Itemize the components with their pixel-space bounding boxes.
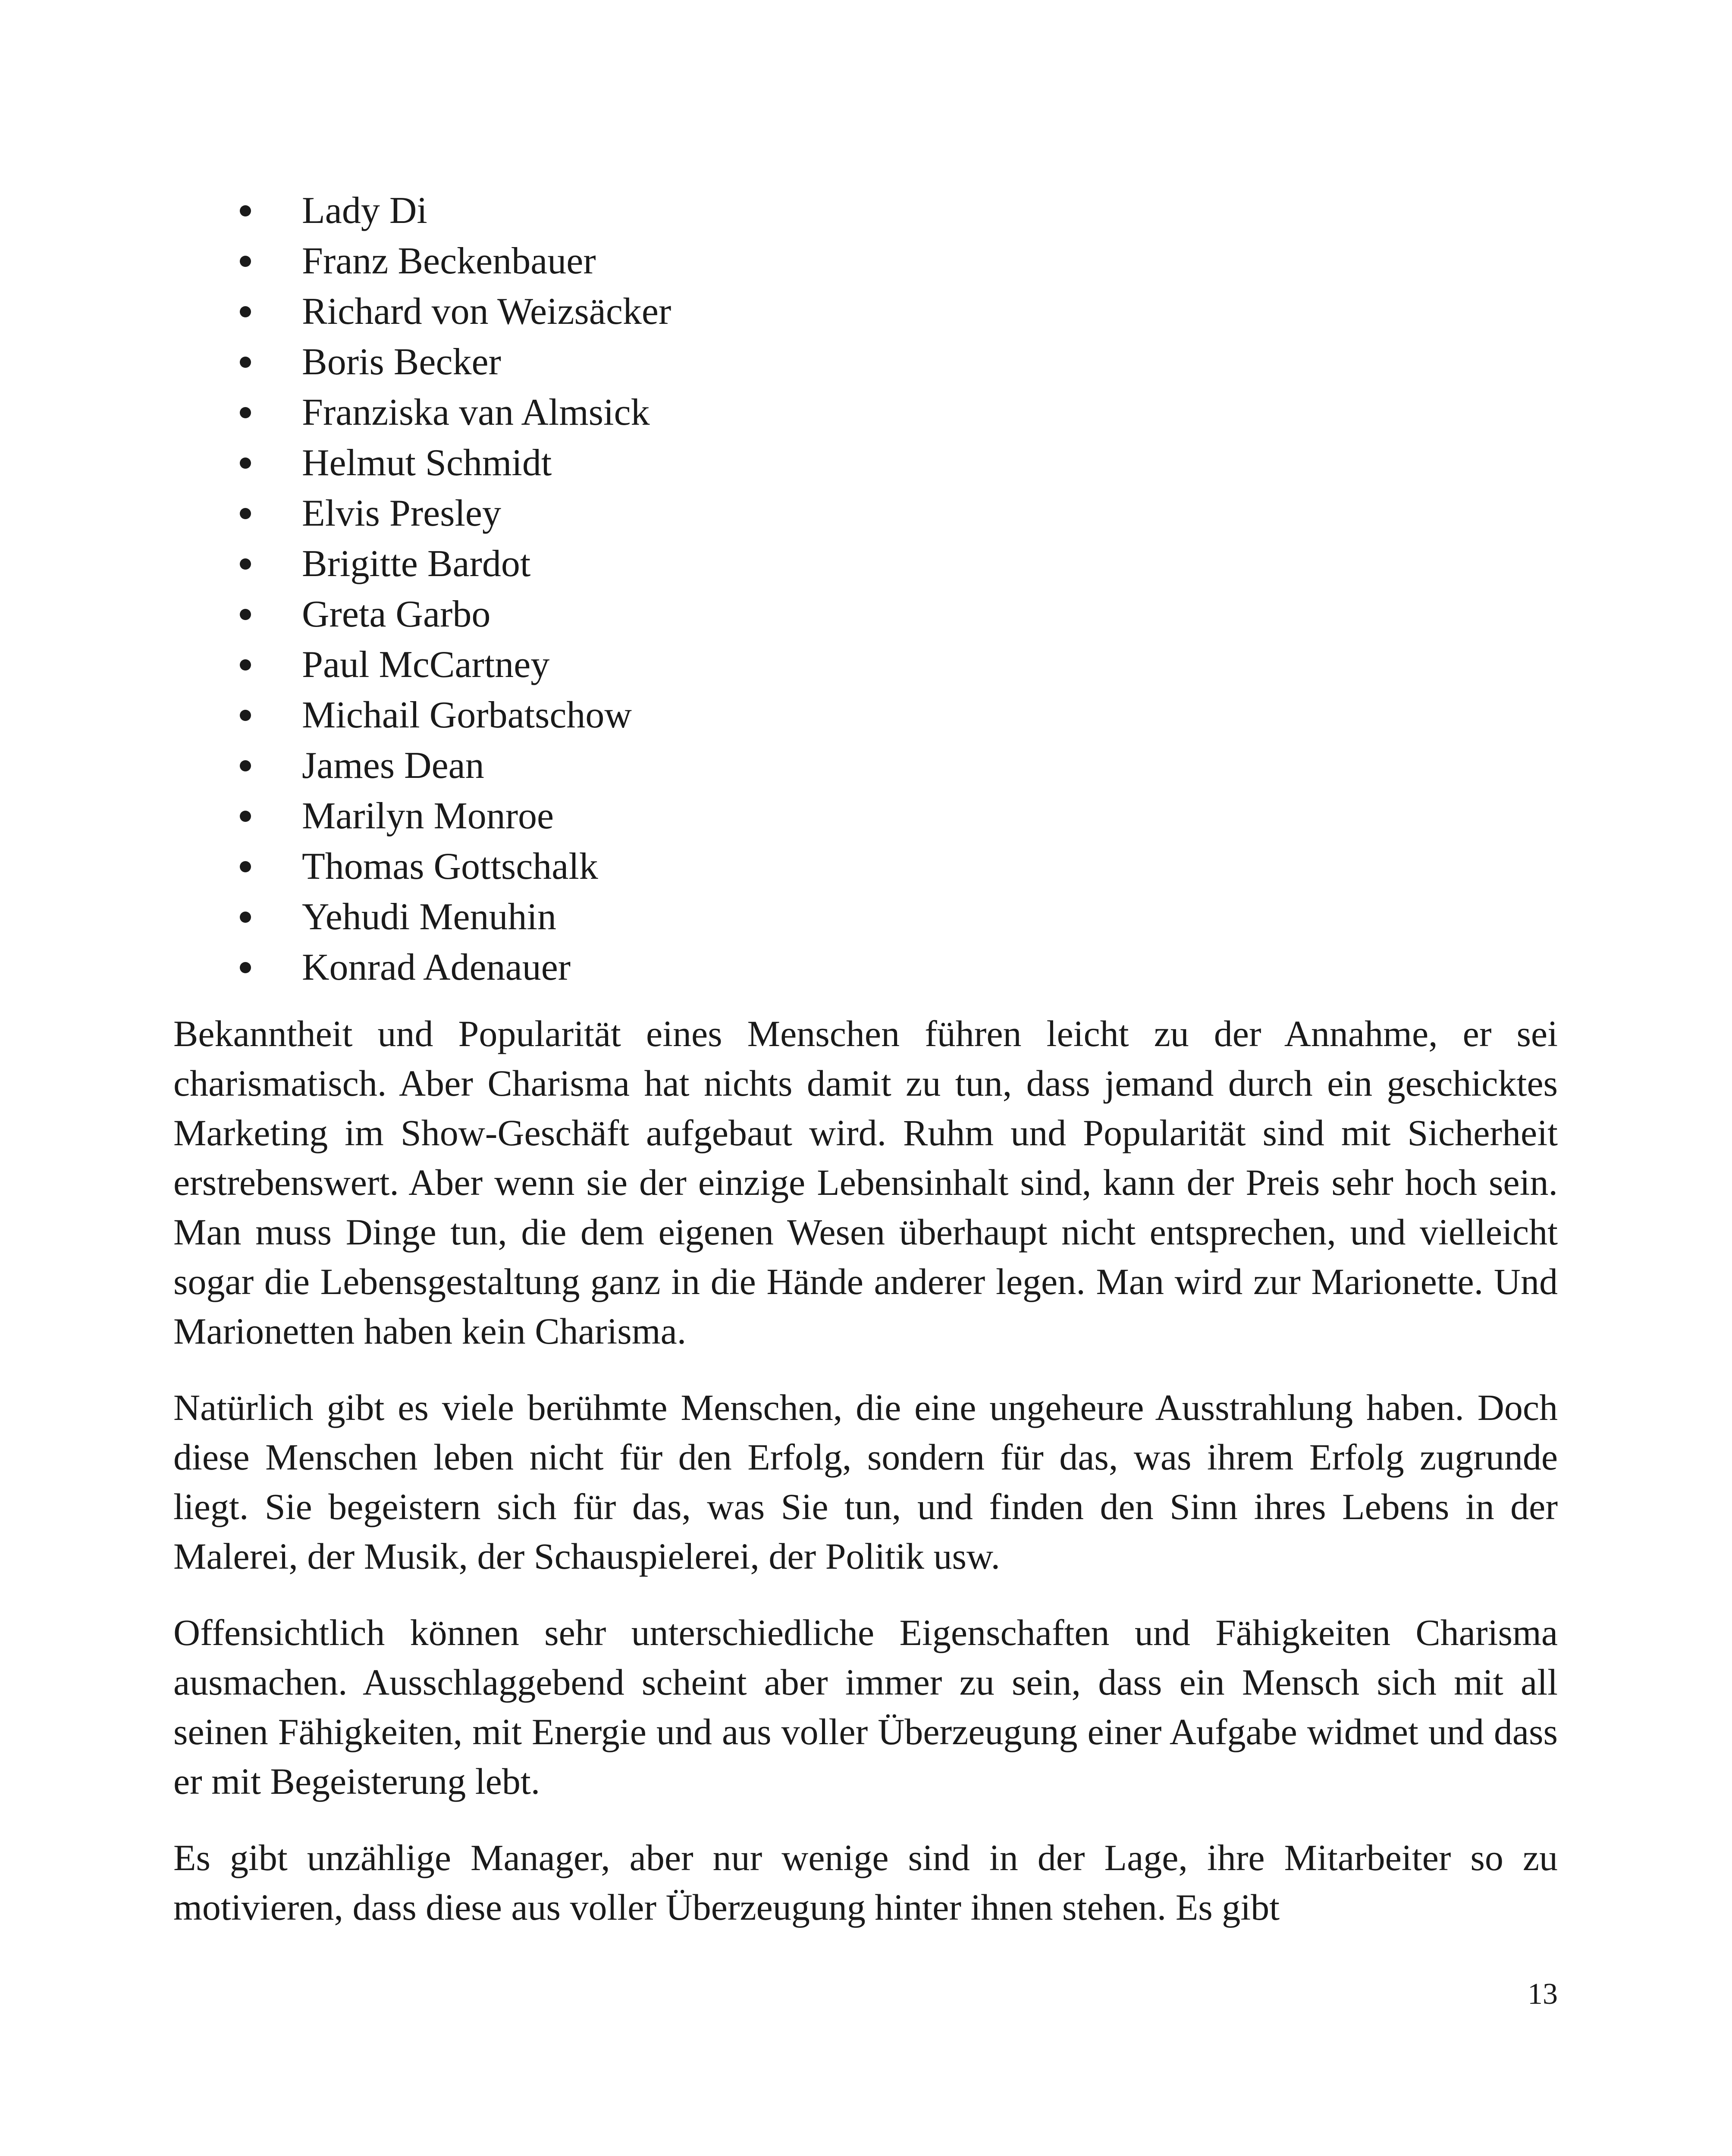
list-item [233, 337, 1095, 387]
bullet-icon [240, 811, 251, 822]
bullet-icon [240, 861, 251, 872]
page-number: 13 [1528, 1977, 1558, 2011]
bullet-icon [240, 407, 251, 418]
bullet-icon [240, 962, 251, 973]
list-item-text: Brigitte Bardot [302, 543, 531, 585]
bullet-icon [240, 357, 251, 368]
body-text [173, 1009, 1558, 1959]
bullet-icon [240, 710, 251, 721]
list-item-text: Paul McCartney [302, 644, 550, 686]
celebrity-list [233, 185, 1095, 993]
list-item-text: Lady Di [302, 190, 427, 232]
bullet-icon [240, 205, 251, 216]
list-item-text: Helmut Schmidt [302, 442, 552, 484]
bullet-icon [240, 609, 251, 620]
list-item [233, 942, 1095, 993]
list-item-text: Franz Beckenbauer [302, 240, 596, 282]
list-item-text: Marilyn Monroe [302, 795, 554, 837]
list-item [233, 791, 1095, 841]
list-item [233, 488, 1095, 539]
bullet-icon [240, 558, 251, 570]
list-item-text: Franziska van Almsick [302, 392, 650, 433]
list-item [233, 892, 1095, 942]
bullet-icon [240, 256, 251, 267]
paragraph-managers: Es gibt unzählige Manager, aber nur wenige sind in der Lage, ihre Mitarbeiter so zu motivieren, dass diese aus voller Überzeugung hinter ihnen stehen. Es gibt [173, 1837, 1558, 1928]
bullet-icon [240, 508, 251, 519]
list-item [233, 690, 1095, 740]
paragraph-fame: Bekanntheit und Popularität eines Menschen führen leicht zu der Annahme, er sei charismatisch. Aber Charisma hat nichts damit zu tun, dass jemand durch ein geschicktes Marketing im Show-Geschäft aufgebaut wird. Ruhm und Popularität sind mit Sicherheit erstrebenswert. Aber wenn sie der einzige Lebensinhalt sind, kann der Preis sehr hoch sein. Man muss Dinge tun, die dem eigenen Wesen überhaupt nicht entsprechen, und vielleicht sogar die Lebensgestaltung ganz in die Hände anderer legen. Man wird zur Marionette. Und Marionetten haben kein Charisma. [173, 1013, 1558, 1352]
list-item [233, 841, 1095, 892]
bullet-icon [240, 306, 251, 317]
paragraph-qualities: Offensichtlich können sehr unterschiedliche Eigenschaften und Fähigkeiten Charisma ausmachen. Ausschlaggebend scheint aber immer zu sein, dass ein Mensch sich mit all seinen Fähigkeiten, mit Energie und aus voller Überzeugung einer Aufgabe widmet und dass er mit Begeisterung lebt. [173, 1612, 1558, 1802]
list-item-text: Greta Garbo [302, 593, 491, 635]
list-item-text: James Dean [302, 745, 484, 787]
bullet-icon [240, 912, 251, 923]
list-item-text: Boris Becker [302, 341, 501, 383]
list-item [233, 740, 1095, 791]
list-item [233, 438, 1095, 488]
list-item-text: Yehudi Menuhin [302, 896, 557, 938]
list-item [233, 286, 1095, 337]
list-item-text: Michail Gorbatschow [302, 694, 632, 736]
list-item [233, 639, 1095, 690]
bullet-icon [240, 659, 251, 671]
list-item [233, 236, 1095, 286]
bullet-icon [240, 458, 251, 469]
list-item-text: Elvis Presley [302, 492, 501, 534]
list-item-text: Thomas Gottschalk [302, 846, 598, 887]
list-item [233, 387, 1095, 438]
list-item-text: Konrad Adenauer [302, 946, 571, 988]
list-item [233, 539, 1095, 589]
list-item [233, 589, 1095, 639]
list-item-text: Richard von Weizsäcker [302, 291, 671, 332]
paragraph-famous-people: Natürlich gibt es viele berühmte Menschen, die eine ungeheure Ausstrahlung haben. Doch diese Menschen leben nicht für den Erfolg, sondern für das, was ihrem Erfolg zugrunde liegt. Sie begeistern sich für das, was Sie tun, und finden den Sinn ihres Lebens in der Malerei, der Musik, der Schauspielerei, der Politik usw. [173, 1387, 1558, 1577]
list-item [233, 185, 1095, 236]
bullet-icon [240, 760, 251, 771]
